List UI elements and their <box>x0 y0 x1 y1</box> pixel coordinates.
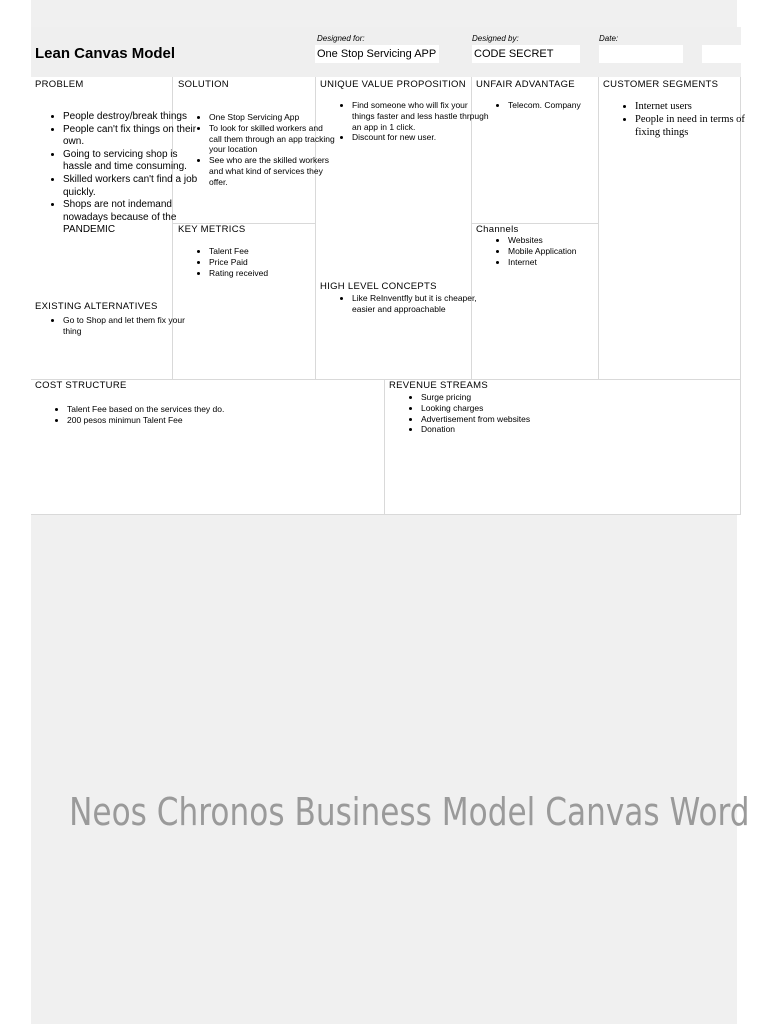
list-item: • Price Paid <box>209 257 337 268</box>
list-item: • People destroy/break things <box>63 111 203 124</box>
list-item: • People can't fix things on their own. <box>63 124 203 149</box>
date-label: Date: <box>599 34 619 43</box>
list-item: • Websites <box>508 235 626 246</box>
uvp-cell <box>316 77 489 380</box>
uvp-list <box>320 100 492 143</box>
list-item: • One Stop Servicing App <box>209 112 337 123</box>
revenue-streams-list <box>389 392 761 435</box>
list-item: • See who are the skilled workers and what kind of services they offer. <box>209 155 337 187</box>
solution-cell <box>173 77 335 224</box>
solution-heading: SOLUTION <box>178 79 229 90</box>
unfair-advantage-cell <box>472 77 599 224</box>
list-item: • Discount for new user. <box>352 132 492 143</box>
list-item: • Skilled workers can't find a job quickly. <box>63 174 203 199</box>
list-item: • Talent Fee based on the services they do. <box>67 404 407 415</box>
list-item: • Going to servicing shop is hassle and time consuming. <box>63 149 203 174</box>
key-metrics-list <box>177 246 337 278</box>
date-field[interactable] <box>599 45 683 63</box>
list-item: • Looking charges <box>421 403 761 414</box>
unfair-advantage-heading: UNFAIR ADVANTAGE <box>476 79 575 90</box>
watermark-text: Neos Chronos Business Model Canvas Word <box>69 790 750 834</box>
existing-alternatives-heading: EXISTING ALTERNATIVES <box>35 301 158 312</box>
list-item: • Like ReInventfly but it is cheaper, easier and approachable <box>352 293 492 315</box>
high-level-concepts-list <box>320 293 492 315</box>
list-item: • Telecom. Company <box>508 100 626 111</box>
date-field-extra[interactable] <box>702 45 741 63</box>
customer-segments-heading: CUSTOMER SEGMENTS <box>603 79 719 90</box>
designed-for-field[interactable]: One Stop Servicing APP <box>315 45 439 63</box>
channels-heading: Channels <box>476 224 519 235</box>
list-item: • Internet users <box>635 100 768 113</box>
uvp-heading: UNIQUE VALUE PROPOSITION <box>320 79 466 90</box>
list-item: • Advertisement from websites <box>421 414 761 425</box>
cost-structure-cell <box>31 380 385 515</box>
list-item: • 200 pesos minimun Talent Fee <box>67 415 407 426</box>
list-item: • Go to Shop and let them fix your thing <box>63 315 193 337</box>
list-item: • Donation <box>421 424 761 435</box>
designed-by-label: Designed by: <box>472 34 519 43</box>
channels-cell <box>472 224 599 380</box>
customer-segments-cell <box>599 77 745 380</box>
designed-by-field[interactable]: CODE SECRET <box>472 45 580 63</box>
key-metrics-cell <box>173 224 316 380</box>
list-item: • Find someone who will fix your things faster and less hastle thrpugh an app in 1 click. <box>352 100 492 132</box>
solution-list <box>177 112 337 188</box>
customer-segments-list <box>603 100 768 139</box>
key-metrics-heading: KEY METRICS <box>178 224 246 235</box>
list-item: • Rating received <box>209 268 337 279</box>
existing-alternatives-list <box>31 315 193 337</box>
problem-cell <box>31 77 198 380</box>
list-item: • Shops are not indemand nowadays because of the PANDEMIC <box>63 199 203 237</box>
list-item: • Surge pricing <box>421 392 761 403</box>
revenue-streams-heading: REVENUE STREAMS <box>389 380 488 391</box>
revenue-streams-cell <box>385 380 741 515</box>
list-item: • Internet <box>508 257 626 268</box>
list-item: • People in need in terms of fixing things <box>635 113 768 139</box>
problem-heading: PROBLEM <box>35 79 84 90</box>
high-level-concepts-heading: HIGH LEVEL CONCEPTS <box>320 281 437 292</box>
cost-structure-list <box>35 404 407 426</box>
canvas-header <box>31 27 741 77</box>
canvas-title: Lean Canvas Model <box>35 45 176 62</box>
list-item: • To look for skilled workers and call them through an app tracking your location <box>209 123 337 155</box>
list-item: • Mobile Application <box>508 246 626 257</box>
lean-canvas-sheet <box>31 27 745 515</box>
cost-structure-heading: COST STRUCTURE <box>35 380 127 391</box>
designed-for-label: Designed for: <box>317 34 365 43</box>
list-item: • Talent Fee <box>209 246 337 257</box>
